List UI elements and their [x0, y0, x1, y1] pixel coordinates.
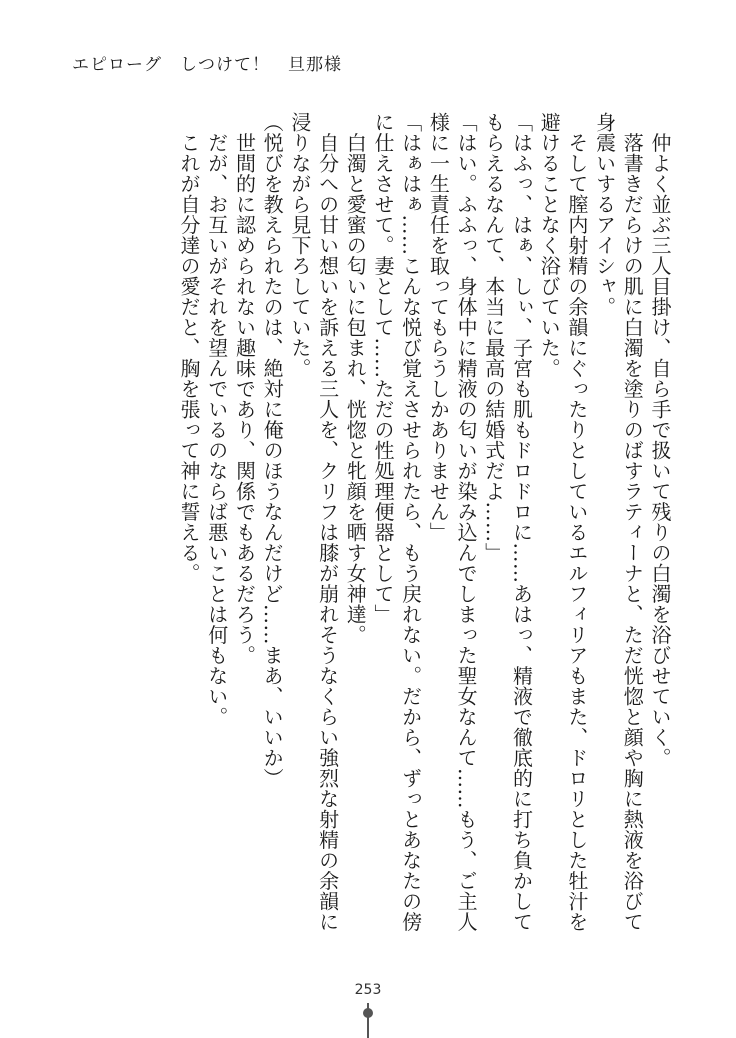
text-line: 浸りながら見下ろしていた。 [287, 112, 312, 379]
text-line: 「はふっ、はぁ、しぃ、子宮も肌もドロドロに……あはっ、精液で徹底的に打ち負かして [509, 112, 534, 932]
text-line: 世間的に認められない趣味であり、関係でもあるだろう。 [232, 112, 257, 666]
vertical-body-text [73, 112, 673, 972]
text-line: （悦びを教えられたのは、絶対に俺のほうなんだけど……まあ、いいか） [260, 112, 285, 789]
text-line: 「はい。ふふっ、身体中に精液の匂いが染み込んでしまった聖女なんて……もう、ご主人 [454, 112, 479, 932]
text-line: 白濁と愛蜜の匂いに包まれ、恍惚と牝顔を晒す女神達。 [343, 112, 368, 645]
text-line: 避けることなく浴びていた。 [537, 112, 562, 379]
page-ornament-dot [363, 1008, 373, 1018]
text-line: 「はぁはぁ……こんな悦び覚えさせられたら、もう戻れない。だから、ずっとあなたの傍 [398, 112, 423, 932]
text-line: 仲よく並ぶ三人目掛け、自ら手で扱いて残りの白濁を浴びせていく。 [648, 112, 672, 768]
text-line: 落書きだらけの肌に白濁を塗りのばすラティーナと、ただ恍惚と顔や胸に熱液を浴びて [620, 112, 645, 932]
page-number: 253 [354, 982, 382, 998]
running-title: エピローグ しつけて！ 旦那様 [72, 55, 342, 75]
text-line: 自分への甘い想いを訴える三人を、クリフは膝が崩れそうなくらい強烈な射精の余韻に [315, 112, 340, 932]
text-line: これが自分達の愛だと、胸を張って神に誓える。 [177, 112, 202, 584]
text-line: 様に一生責任を取ってもらうしかありません」 [426, 112, 451, 543]
text-line: に仕えさせて。妻として……ただの性処理便器として」 [370, 112, 395, 625]
text-line: 身震いするアイシャ。 [592, 112, 617, 317]
text-line: そして膣内射精の余韻にぐったりとしているエルフィリアもまた、ドロリとした牡汁を [564, 112, 589, 932]
text-line: だが、お互いがそれを望んでいるのならば悪いことは何もない。 [204, 112, 229, 727]
text-line: もらえるなんて、本当に最高の結婚式だよ……」 [481, 112, 506, 563]
